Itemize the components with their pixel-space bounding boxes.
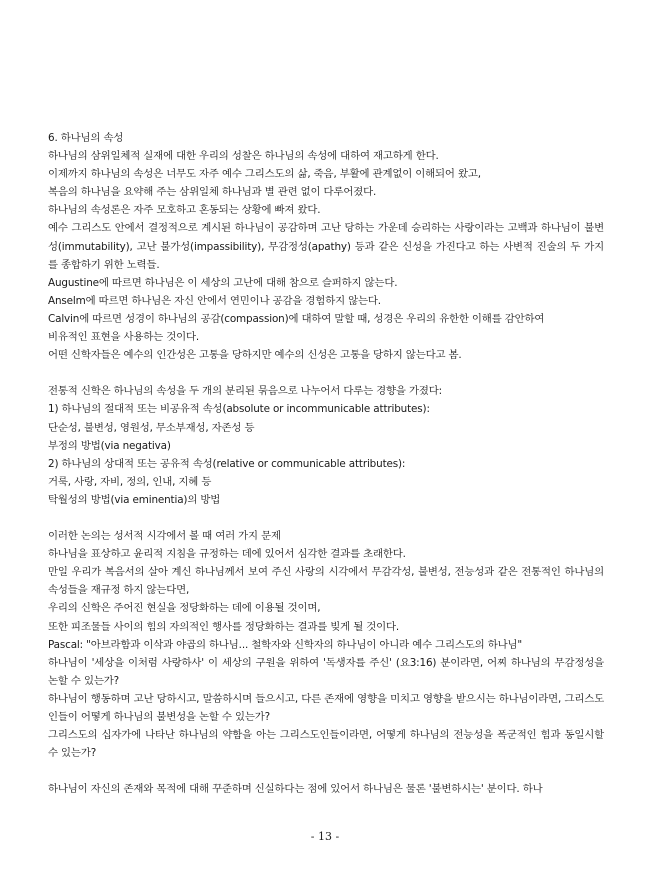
list-item: 1) 하나님의 절대적 또는 비공유적 속성(absolute or incommunicable attributes):: [48, 403, 430, 416]
paragraph-line: 하나님을 표상하고 윤리적 지침을 규정하는 데에 있어서 심각한 결과를 초래한다.: [48, 548, 406, 561]
list-item: 거룩, 사랑, 자비, 정의, 인내, 지혜 등: [48, 475, 212, 488]
paragraph-question: 그리스도의 십자가에 나타난 하나님의 약함을 아는 그리스도인들이라면, 어떻게 하나님의 전능성을 폭군적인 힘과 동일시할 수 있는가?: [48, 729, 604, 760]
paragraph-line: 하나님의 삼위일체적 실재에 대한 우리의 성찰은 하나님의 속성에 대하여 재고하게 한다.: [48, 150, 439, 163]
paragraph-question: 하나님이 '세상을 이처럼 사랑하사' 이 세상의 구원을 위하여 '독생자를 주신' (요3:16) 분이라면, 어찌 하나님의 무감정성을 논할 수 있는가?: [48, 656, 604, 687]
closing-line: 하나님이 자신의 존재와 목적에 대해 꾸준하며 신실하다는 점에 있어서 하나님은 물론 '불변하시는' 분이다. 하나: [48, 783, 543, 796]
paragraph-line: Augustine에 따르면 하나님은 이 세상의 고난에 대해 참으로 슬퍼하지 않는다.: [48, 276, 398, 289]
paragraph-line: 복음의 하나님을 요약해 주는 삼위일체 하나님과 별 관련 없이 다루어졌다.: [48, 186, 377, 199]
page-body: [48, 129, 604, 798]
paragraph-line: 우리의 신학은 주어진 현실을 정당화하는 데에 이용될 것이며,: [48, 602, 321, 615]
list-item: 탁월성의 방법(via eminentia)의 방법: [48, 493, 221, 506]
paragraph-line: 전통적 신학은 하나님의 속성을 두 개의 분리된 묶음으로 나누어서 다루는 경향을 가졌다:: [48, 385, 442, 398]
paragraph-line: Calvin에 따르면 성경이 하나님의 공감(compassion)에 대하여 말할 때, 성경은 우리의 유한한 이해를 감안하여: [48, 312, 545, 325]
paragraph-gap: [48, 364, 604, 382]
paragraph-gap: [48, 762, 604, 780]
paragraph-conditional: 만일 우리가 복음서의 살아 계신 하나님께서 보여 주신 사랑의 시각에서 무감각성, 불변성, 전능성과 같은 전통적인 하나님의 속성들을 재규정 하지 않는다면,: [48, 566, 604, 597]
paragraph-line: Anselm에 따르면 하나님은 자신 안에서 연민이나 공감을 경험하지 않는다.: [48, 294, 381, 307]
paragraph-gap: [48, 509, 604, 527]
pascal-quote: Pascal: "아브라함과 이삭과 야곱의 하나님... 철학자와 신학자의 하나님이 아니라 예수 그리스도의 하나님": [48, 638, 522, 651]
list-item: 단순성, 불변성, 영원성, 무소부재성, 자존성 등: [48, 421, 255, 434]
list-item: 부정의 방법(via negativa): [48, 439, 171, 452]
section-heading: 6. 하나님의 속성: [48, 132, 124, 144]
paragraph-synthesis: 예수 그리스도 안에서 결정적으로 계시된 하나님이 공감하며 고난 당하는 가운데 승리하는 사랑이라는 고백과 하나님이 불변성(immutability), 고난 불가성(impassibility), 무감정성(apathy) 등과 같은 신성을 가진다고 하는 사변적 진술의 두 가지를 종합하기 위한 노력들.: [48, 222, 604, 271]
paragraph-question: 하나님이 행동하며 고난 당하시고, 말씀하시며 들으시고, 다른 존재에 영향을 미치고 영향을 받으시는 하나님이라면, 그리스도인들이 어떻게 하나님의 불변성을 논할 수 있는가?: [48, 692, 604, 723]
paragraph-line: 이제까지 하나님의 속성은 너무도 자주 예수 그리스도의 삶, 죽음, 부활에 관계없이 이해되어 왔고,: [48, 168, 481, 181]
list-item: 2) 하나님의 상대적 또는 공유적 속성(relative or communicable attributes):: [48, 457, 406, 470]
paragraph-line: 또한 피조물들 사이의 힘의 자의적인 행사를 정당화하는 결과를 빚게 될 것이다.: [48, 620, 400, 633]
paragraph-line: 어떤 신학자들은 예수의 인간성은 고통을 당하지만 예수의 신성은 고통을 당하지 않는다고 봄.: [48, 349, 462, 362]
paragraph-line: 이러한 논의는 성서적 시각에서 볼 때 여러 가지 문제: [48, 530, 281, 543]
paragraph-line: 비유적인 표현을 사용하는 것이다.: [48, 331, 200, 344]
page-number: - 13 -: [310, 830, 340, 843]
paragraph-line: 하나님의 속성론은 자주 모호하고 혼동되는 상황에 빠져 왔다.: [48, 204, 321, 217]
